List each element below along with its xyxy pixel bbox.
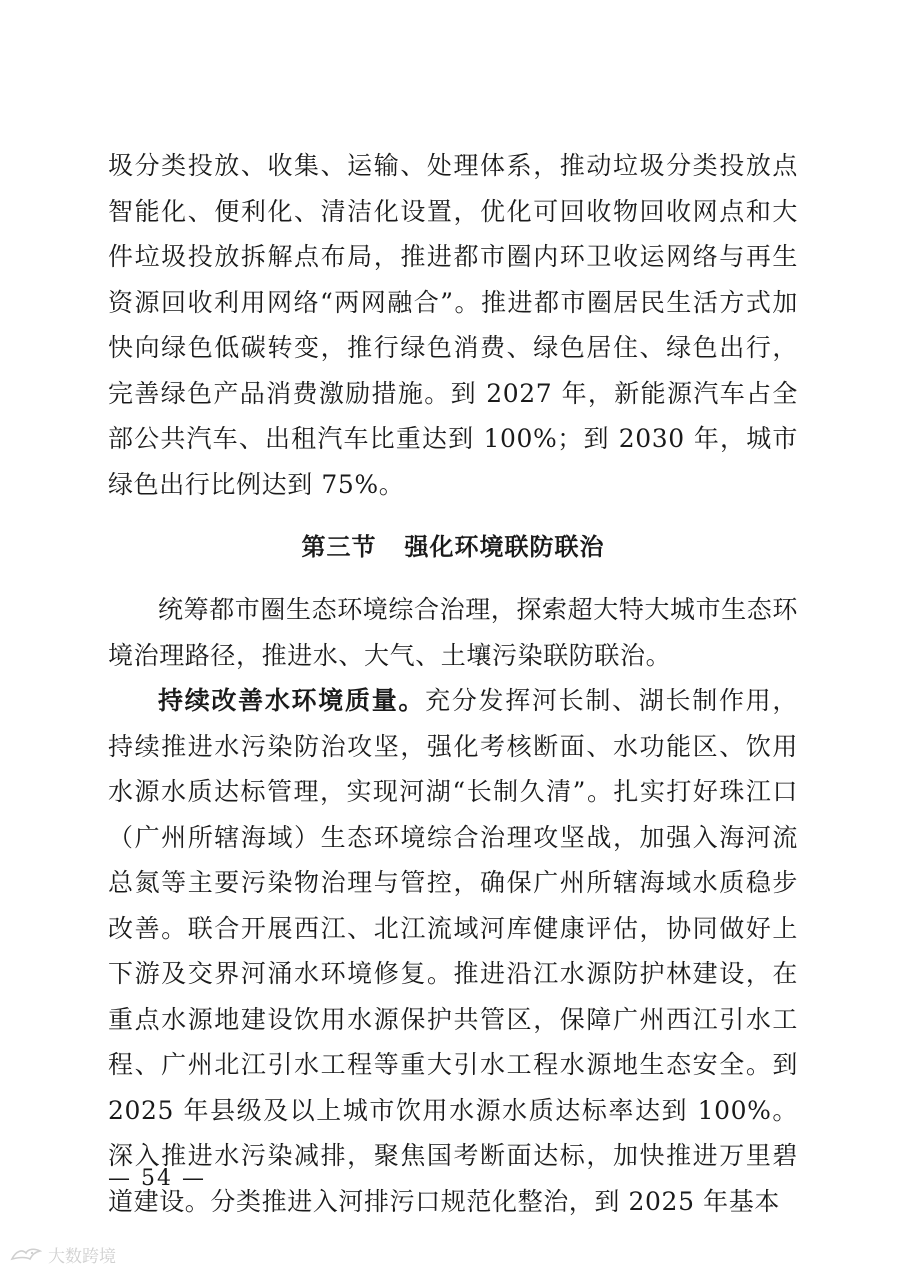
paragraph-water-quality [108,678,798,1224]
document-page [108,143,798,1224]
paragraph-lead-text: 持续改善水环境质量。 [158,686,426,715]
section-heading [108,527,798,567]
watermark [10,1242,116,1267]
section-title: 强化环境联防联治 [404,533,605,561]
paragraph-body-text: 充分发挥河长制、湖长制作用，持续推进水污染防治攻坚，强化考核断面、水功能区、饮用水源水质达标管理，实现河湖“长制久清”。扎实打好珠江口（广州所辖海域）生态环境综合治理攻坚战，加强入海河流总氮等主要污染物治理与管控，确保广州所辖海域水质稳步改善。联合开展西江、北江流域河库健康评估，协同做好上下游及交界河涌水环境修复。推进沿江水源防护林建设，在重点水源地建设饮用水源保护共管区，保障广州西江引水工程、广州北江引水工程等重大引水工程水源地生态安全。到 2025 年县级及以上城市饮用水源水质达标率达到 100%。深入推进水污染减排，聚焦国考断面达标，加快推进万里碧道建设。分类推进入河排污口规范化整治，到 2025 年基本 [108,686,798,1216]
watermark-text: 大数跨境 [48,1247,116,1267]
page-number: — 54 — [108,1166,206,1191]
section-number: 第三节 [301,533,377,561]
bird-logo-icon [10,1245,42,1265]
paragraph-waste-sorting: 圾分类投放、收集、运输、处理体系，推动垃圾分类投放点智能化、便利化、清洁化设置，优化可回收物回收网点和大件垃圾投放拆解点布局，推进都市圈内环卫收运网络与再生资源回收利用网络“两网融合”。推进都市圈居民生活方式加快向绿色低碳转变，推行绿色消费、绿色居住、绿色出行，完善绿色产品消费激励措施。到 2027 年，新能源汽车占全部公共汽车、出租汽车比重达到 100%；到 2030 年，城市绿色出行比例达到 75%。 [108,151,798,499]
paragraph-joint-governance: 统筹都市圈生态环境综合治理，探索超大特大城市生态环境治理路径，推进水、大气、土壤污染联防联治。 [108,595,799,670]
